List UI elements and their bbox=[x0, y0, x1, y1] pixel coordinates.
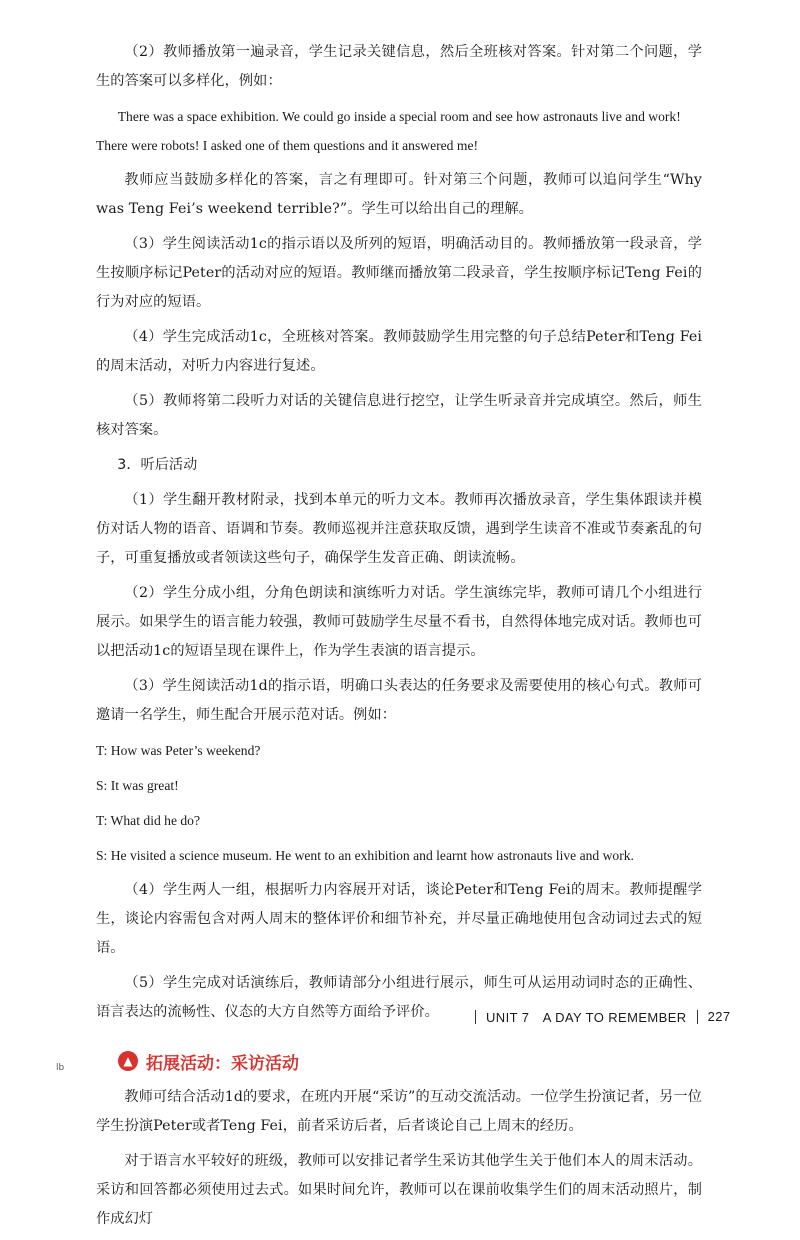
paragraph: （4）学生完成活动1c，全班核对答案。教师鼓励学生用完整的句子总结Peter和Teng Fei的周末活动，对听力内容进行复述。 bbox=[96, 329, 702, 374]
page-body bbox=[96, 38, 702, 1240]
extension-icon: ▲ bbox=[118, 1051, 138, 1071]
dialog-line: T: What did he do? bbox=[96, 813, 201, 828]
paragraph: 对于语言水平较好的班级，教师可以安排记者学生采访其他学生关于他们本人的周末活动。采访和回答都必须使用过去式。如果时间允许，教师可以在课前收集学生们的周末活动照片，制作成幻灯 bbox=[96, 1153, 702, 1227]
dialog-line: S: It was great! bbox=[96, 778, 179, 793]
paragraph: （3）学生阅读活动1c的指示语以及所列的短语，明确活动目的。教师播放第一段录音，学生按顺序标记Peter的活动对应的短语。教师继而播放第二段录音，学生按顺序标记Teng Fei的行为对应的短语。 bbox=[96, 236, 702, 310]
extension-title: 拓展活动：采访活动 bbox=[146, 1053, 299, 1074]
page-number: 227 bbox=[707, 1009, 731, 1024]
dialog-line: S: He visited a science museum. He went to an exhibition and learnt how astronauts live and work. bbox=[96, 848, 634, 863]
extension-heading bbox=[96, 1045, 702, 1077]
corner-mark: lb bbox=[56, 1063, 65, 1073]
example-english: There was a space exhibition. We could go inside a special room and see how astronauts live and work! There were robots! I asked one of them questions and it answered me! bbox=[96, 109, 681, 153]
paragraph: （2）教师播放第一遍录音，学生记录关键信息，然后全班核对答案。针对第二个问题，学生的答案可以多样化，例如： bbox=[96, 44, 702, 89]
paragraph: （1）学生翻开教材附录，找到本单元的听力文本。教师再次播放录音，学生集体跟读并模仿对话人物的语音、语调和节奏。教师巡视并注意获取反馈，遇到学生读音不准或节奏紊乱的句子，可重复播放或者领读这些句子，确保学生发音正确、朗读流畅。 bbox=[96, 492, 702, 566]
dialog-line: T: How was Peter’s weekend? bbox=[96, 743, 261, 758]
paragraph: （3）学生阅读活动1d的指示语，明确口头表达的任务要求及需要使用的核心句式。教师可邀请一名学生，师生配合开展示范对话。例如： bbox=[96, 678, 702, 723]
section-heading: 3．听后活动 bbox=[117, 457, 198, 473]
footer-divider bbox=[697, 1010, 698, 1024]
unit-title: UNIT 7 A DAY TO REMEMBER bbox=[486, 1010, 687, 1025]
paragraph: （5）教师将第二段听力对话的关键信息进行挖空，让学生听录音并完成填空。然后，师生核对答案。 bbox=[96, 393, 702, 438]
paragraph: 教师应当鼓励多样化的答案，言之有理即可。针对第三个问题，教师可以追问学生“Why was Teng Fei’s weekend terrible?”。学生可以给出自己的理解。 bbox=[96, 172, 702, 217]
paragraph: （2）学生分成小组，分角色朗读和演练听力对话。学生演练完毕，教师可请几个小组进行展示。如果学生的语言能力较强，教师可鼓励学生尽量不看书，自然得体地完成对话。教师也可以把活动1c的短语呈现在课件上，作为学生表演的语言提示。 bbox=[96, 585, 702, 659]
paragraph: （5）学生完成对话演练后，教师请部分小组进行展示，师生可从运用动词时态的正确性、语言表达的流畅性、仪态的大方自然等方面给予评价。 bbox=[96, 975, 702, 1020]
paragraph: （4）学生两人一组，根据听力内容展开对话，谈论Peter和Teng Fei的周末。教师提醒学生，谈论内容需包含对两人周末的整体评价和细节补充，并尽量正确地使用包含动词过去式的短语。 bbox=[96, 882, 702, 956]
paragraph: 教师可结合活动1d的要求，在班内开展“采访”的互动交流活动。一位学生扮演记者，另一位学生扮演Peter或者Teng Fei，前者采访后者，后者谈论自己上周末的经历。 bbox=[96, 1089, 702, 1134]
page-footer bbox=[465, 1007, 730, 1026]
footer-divider bbox=[475, 1010, 476, 1024]
